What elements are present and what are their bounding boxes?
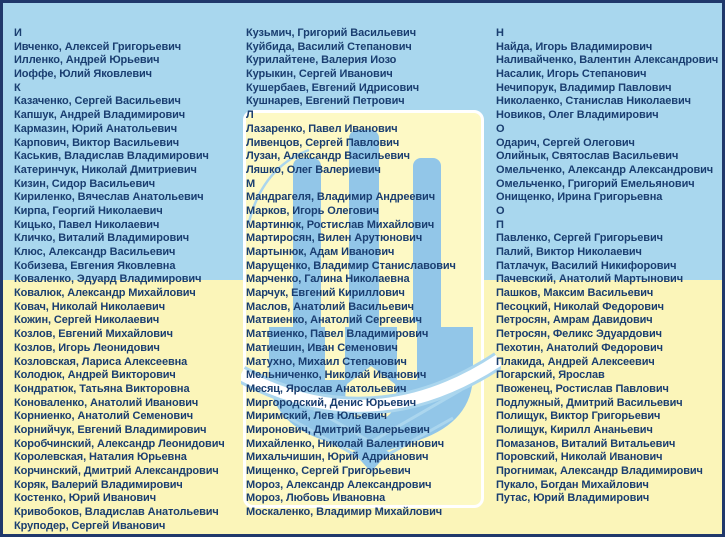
- letter-header: К: [14, 81, 21, 94]
- person-name: Кривобоков, Владислав Анатольевич: [14, 506, 219, 519]
- person-name: Кизин, Сидор Васильевич: [14, 177, 156, 190]
- person-name: Казаченко, Сергей Васильевич: [14, 95, 181, 108]
- person-name: Каськив, Владислав Владимирович: [14, 150, 209, 163]
- person-name: Подлужный, Дмитрий Васильевич: [496, 396, 683, 409]
- person-name: Кушербаев, Евгений Идрисович: [246, 81, 420, 94]
- person-name: Полищук, Виктор Григорьевич: [496, 410, 661, 423]
- person-name: Корнийчук, Евгений Владимирович: [14, 423, 207, 436]
- person-name: Илленко, Андрей Юрьевич: [14, 54, 160, 67]
- person-name: Клюс, Александр Васильевич: [14, 246, 176, 258]
- person-name: Кицько, Павел Николаевич: [14, 218, 160, 231]
- person-name: Кобизева, Евгения Яковлевна: [14, 259, 176, 272]
- person-name: Мартынюк, Адам Иванович: [246, 246, 395, 258]
- person-name: Кирпа, Георгий Николаевич: [14, 204, 163, 217]
- person-name: Колодюк, Андрей Викторович: [14, 369, 176, 382]
- person-name: Коряк, Валерий Владимирович: [14, 478, 183, 491]
- person-name: Онищенко, Ирина Григорьевна: [496, 191, 663, 204]
- person-name: Миримский, Лев Юльевич: [246, 410, 387, 423]
- person-name: Корниенко, Анатолий Семенович: [14, 410, 194, 423]
- person-name: Пукало, Богдан Михайлович: [496, 478, 649, 491]
- person-name: Катеринчук, Николай Дмитриевич: [14, 163, 197, 176]
- letter-header: О: [496, 204, 505, 217]
- names-column-2: [246, 27, 494, 520]
- person-name: Курилайтене, Валерия Иозо: [246, 54, 397, 67]
- person-name: Мельниченко, Николай Иванович: [246, 369, 427, 382]
- person-name: Костенко, Юрий Иванович: [14, 492, 157, 505]
- letter-header: О: [496, 122, 505, 135]
- person-name: Патлачук, Василий Никифорович: [496, 259, 677, 272]
- person-name: Пашков, Максим Васильевич: [496, 287, 654, 300]
- person-name: Насалик, Игорь Степанович: [496, 68, 647, 81]
- person-name: Пвоженец, Ростислав Павлович: [496, 382, 669, 395]
- person-name: Матиешин, Иван Семенович: [246, 341, 398, 354]
- person-name: Петросян, Феликс Эдуардович: [496, 328, 662, 341]
- person-name: Матвиенко, Павел Владимирович: [246, 328, 429, 341]
- person-name: Михальчишин, Юрий Адрианович: [246, 451, 429, 464]
- person-name: Новиков, Олег Владимирович: [496, 109, 659, 122]
- person-name: Павленко, Сергей Григорьевич: [496, 232, 663, 245]
- person-name: Козлов, Евгений Михайлович: [14, 328, 173, 341]
- person-name: Ливенцов, Сергей Павлович: [246, 136, 400, 149]
- person-name: Круподер, Сергей Иванович: [14, 519, 166, 532]
- person-name: Матвиенко, Анатолий Сергеевич: [246, 314, 422, 327]
- person-name: Маслов, Анатолий Васильевич: [246, 300, 414, 313]
- person-name: Коваленко, Эдуард Владимирович: [14, 273, 202, 286]
- person-name: Месяц, Ярослав Анатольевич: [246, 382, 407, 395]
- names-column-3: [496, 27, 722, 506]
- person-name: Коробчинский, Александр Леонидович: [14, 437, 225, 450]
- person-name: Марков, Игорь Олегович: [246, 204, 379, 217]
- names-column-1: [14, 27, 244, 533]
- person-name: Мищенко, Сергей Григорьевич: [246, 465, 411, 477]
- person-name: Путас, Юрий Владимирович: [496, 492, 650, 505]
- person-name: Кириленко, Вячеслав Анатольевич: [14, 191, 204, 204]
- person-name: Мандрагеля, Владимир Андреевич: [246, 191, 436, 204]
- person-name: Наливайченко, Валентин Александрович: [496, 54, 719, 67]
- person-name: Плакида, Андрей Алексеевич: [496, 355, 655, 368]
- letter-header: И: [14, 27, 22, 39]
- person-name: Палий, Виктор Николаевич: [496, 246, 642, 258]
- letter-header: Н: [496, 27, 504, 39]
- letter-header: М: [246, 177, 256, 190]
- person-name: Миронович, Дмитрий Валерьевич: [246, 423, 430, 436]
- person-name: Пачевский, Анатолий Мартынович: [496, 273, 684, 286]
- person-name: Кожин, Сергей Николаевич: [14, 314, 160, 327]
- person-name: Курыкин, Сергей Иванович: [246, 68, 393, 81]
- person-name: Михайленко, Николай Валентинович: [246, 437, 445, 450]
- person-name: Николаенко, Станислав Николаевич: [496, 95, 691, 108]
- person-name: Мороз, Александр Александрович: [246, 478, 432, 491]
- person-name: Петросян, Амрам Давидович: [496, 314, 653, 327]
- person-name: Омельченко, Александр Александрович: [496, 163, 714, 176]
- person-name: Найда, Игорь Владимирович: [496, 40, 653, 53]
- person-name: Козлов, Игорь Леонидович: [14, 341, 160, 354]
- person-name: Иоффе, Юлий Яковлевич: [14, 68, 152, 81]
- person-name: Карпович, Виктор Васильевич: [14, 136, 180, 149]
- person-name: Погарский, Ярослав: [496, 369, 605, 382]
- person-name: Москаленко, Владимир Михайлович: [246, 506, 443, 519]
- person-name: Марченко, Галина Николаевна: [246, 273, 410, 286]
- person-name: Полищук, Кирилл Ананьевич: [496, 423, 653, 436]
- person-name: Мороз, Любовь Ивановна: [246, 492, 386, 505]
- person-name: Мартиросян, Вилен Арутюнович: [246, 232, 423, 245]
- person-name: Пехотин, Анатолий Федорович: [496, 341, 663, 354]
- person-name: Кондратюк, Татьяна Викторовна: [14, 382, 190, 395]
- person-name: Козловская, Лариса Алексеевна: [14, 355, 188, 368]
- person-name: Помазанов, Виталий Витальевич: [496, 437, 676, 450]
- person-name: Прогнимак, Александр Владимирович: [496, 465, 703, 477]
- person-name: Кармазин, Юрий Анатольевич: [14, 122, 177, 135]
- person-name: Лазаренко, Павел Иванович: [246, 122, 398, 135]
- person-name: Куйбида, Василий Степанович: [246, 40, 412, 53]
- person-name: Поровский, Николай Иванович: [496, 451, 663, 464]
- person-name: Нечипорук, Владимир Павлович: [496, 81, 672, 94]
- person-name: Песоцкий, Николай Федорович: [496, 300, 664, 313]
- person-name: Ковалюк, Александр Михайлович: [14, 287, 196, 300]
- person-name: Матухно, Михаил Степанович: [246, 355, 407, 368]
- person-name: Кузьмич, Григорий Васильевич: [246, 27, 416, 39]
- person-name: Ковач, Николай Николаевич: [14, 300, 165, 313]
- person-name: Олийнык, Святослав Васильевич: [496, 150, 679, 163]
- person-name: Марчук, Евгений Кириллович: [246, 287, 405, 300]
- person-name: Кушнарев, Евгений Петрович: [246, 95, 405, 108]
- person-name: Коноваленко, Анатолий Иванович: [14, 396, 199, 409]
- person-name: Одарич, Сергей Олегович: [496, 136, 635, 149]
- person-name: Омельченко, Григорий Емельянович: [496, 177, 695, 190]
- person-name: Миргородский, Денис Юрьевич: [246, 396, 417, 409]
- person-name: Королевская, Наталия Юрьевна: [14, 451, 187, 464]
- person-name: Ивченко, Алексей Григорьевич: [14, 40, 182, 53]
- person-name: Марущенко, Владимир Станиславович: [246, 259, 456, 272]
- person-name: Корчинский, Дмитрий Александрович: [14, 465, 219, 477]
- letter-header: П: [496, 218, 504, 231]
- person-name: Ляшко, Олег Валериевич: [246, 163, 381, 176]
- person-name: Капшук, Андрей Владимирович: [14, 109, 186, 122]
- letter-header: Л: [246, 109, 254, 122]
- person-name: Кличко, Виталий Владимирович: [14, 232, 190, 245]
- person-name: Мартинюк, Ростислав Михайлович: [246, 218, 435, 231]
- person-name: Лузан, Александр Васильевич: [246, 150, 410, 163]
